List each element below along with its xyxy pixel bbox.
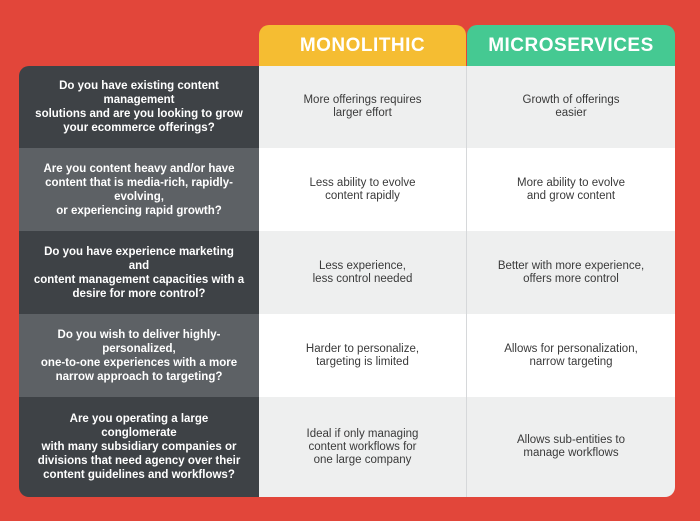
microservices-header: MICROSERVICES (467, 25, 675, 66)
monolithic-answer: Harder to personalize, targeting is limited (259, 314, 466, 397)
table-row (19, 148, 675, 231)
microservices-answer: More ability to evolve and grow content (466, 148, 675, 231)
table-row (19, 314, 675, 397)
question-cell: Do you wish to deliver highly-personalized, one-to-one experiences with a more narrow approach to targeting? (19, 314, 259, 397)
microservices-answer: Growth of offerings easier (466, 66, 675, 148)
question-cell: Are you operating a large conglomerate with many subsidiary companies or divisions that need agency over their content guidelines and workflows? (19, 397, 259, 497)
table-row (19, 66, 675, 148)
comparison-table (19, 25, 675, 497)
monolithic-answer: Ideal if only managing content workflows for one large company (259, 397, 466, 497)
question-cell: Do you have existing content management solutions and are you looking to grow your ecommerce offerings? (19, 66, 259, 148)
question-cell: Do you have experience marketing and content management capacities with a desire for more control? (19, 231, 259, 314)
monolithic-answer: Less experience, less control needed (259, 231, 466, 314)
microservices-answer: Allows for personalization, narrow targeting (466, 314, 675, 397)
monolithic-answer: More offerings requires larger effort (259, 66, 466, 148)
monolithic-header: MONOLITHIC (259, 25, 466, 66)
table-row (19, 231, 675, 314)
question-cell: Are you content heavy and/or have content that is media-rich, rapidly-evolving, or experiencing rapid growth? (19, 148, 259, 231)
table-body (19, 66, 675, 497)
monolithic-answer: Less ability to evolve content rapidly (259, 148, 466, 231)
microservices-answer: Allows sub-entities to manage workflows (466, 397, 675, 497)
table-row (19, 397, 675, 497)
microservices-answer: Better with more experience, offers more control (466, 231, 675, 314)
